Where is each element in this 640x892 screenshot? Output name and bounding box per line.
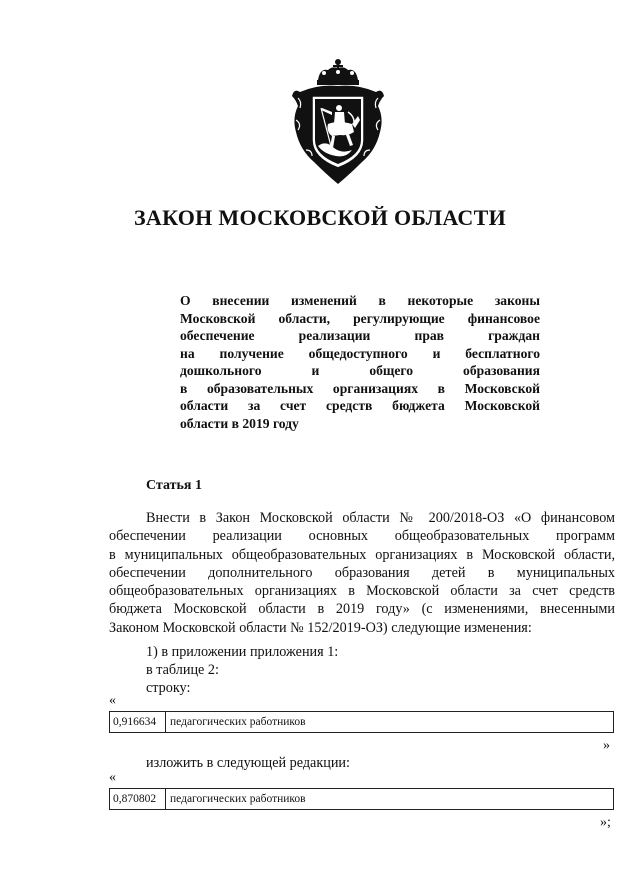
quote-open: «: [109, 693, 116, 708]
law-title: ЗАКОН МОСКОВСКОЙ ОБЛАСТИ: [133, 205, 507, 230]
article-heading: Статья 1: [146, 478, 202, 493]
law-subject: [180, 292, 540, 432]
subject-line: на получение общедоступного и бесплатного: [180, 345, 540, 361]
row-label: педагогических работников: [170, 716, 306, 728]
body-line: обеспечении реализации основных общеобразовательных программ: [109, 528, 615, 545]
body-line: обеспечении дополнительного образования детей в муниципальных: [109, 564, 615, 581]
body-line: Внести в Закон Московской области № 200/2018-ОЗ «О финансовом: [146, 510, 615, 526]
subject-line: обеспечение реализации прав граждан: [180, 328, 540, 343]
subject-line: О внесении изменений в некоторые законы: [180, 293, 540, 308]
table-row-old: [109, 711, 614, 733]
subject-line: Московской области, регулирующие финансовое: [180, 310, 540, 326]
body-line: Законом Московской области № 152/2019-ОЗ) следующие изменения:: [109, 619, 532, 636]
table-row-new: [109, 788, 614, 810]
subject-line: области в 2019 году: [180, 415, 299, 431]
replace-instruction: изложить в следующей редакции:: [146, 755, 350, 771]
article-body: [109, 509, 615, 637]
row-coefficient: 0,916634: [110, 712, 166, 732]
subject-line: дошкольного и общего образования: [180, 363, 540, 378]
subject-line: в образовательных организациях в Московской: [180, 380, 540, 396]
quote-open-2: «: [109, 770, 116, 785]
row-label: педагогических работников: [170, 793, 306, 805]
body-line: в муниципальных общеобразовательных организациях в Московской области,: [109, 546, 615, 563]
quote-close: »: [603, 738, 610, 753]
body-line: общеобразовательных организациях в Московской области за счет средств: [109, 583, 615, 600]
body-line: бюджета Московской области в 2019 году» (с изменениями, внесенными: [109, 601, 615, 618]
subject-line: области за счет средств бюджета Московской: [180, 398, 540, 413]
table-reference: в таблице 2:: [146, 662, 219, 678]
moscow-oblast-coat-of-arms-icon: [288, 58, 388, 186]
row-coefficient: 0,870802: [110, 789, 166, 809]
list-item-1: 1) в приложении приложения 1:: [146, 644, 339, 660]
row-word: строку:: [146, 680, 191, 696]
quote-close-2: »;: [600, 815, 611, 830]
